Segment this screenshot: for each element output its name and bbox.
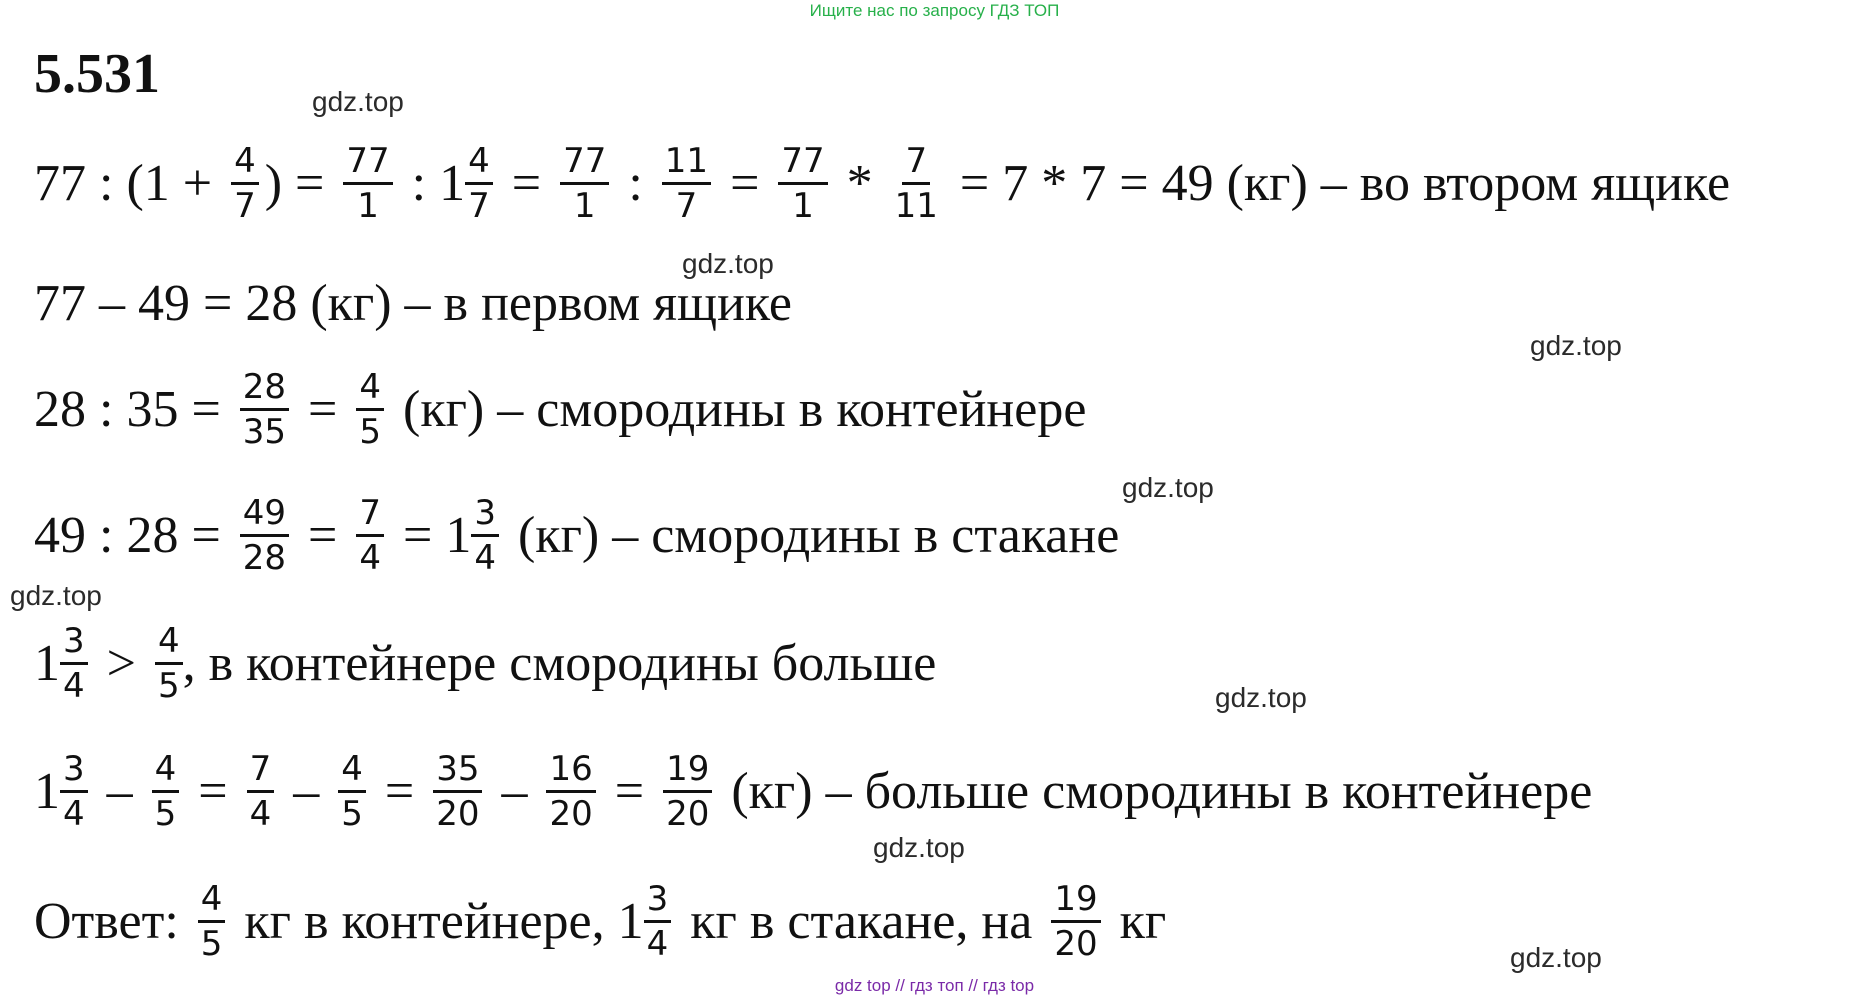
numerator: 77 [778, 142, 827, 185]
fraction [644, 880, 672, 964]
solution-line-2 [34, 275, 792, 332]
fraction [892, 142, 941, 226]
expr-text: 77 : (1 + [34, 155, 226, 213]
expr-text: ) = [264, 155, 338, 213]
numerator: 4 [155, 622, 183, 665]
numerator: 28 [240, 368, 289, 411]
fraction [546, 750, 595, 834]
fraction [155, 622, 183, 706]
numerator: 77 [560, 142, 609, 185]
fraction [662, 142, 711, 226]
denominator: 4 [63, 794, 85, 835]
denominator: 4 [359, 538, 382, 579]
fraction [356, 368, 384, 452]
denominator: 5 [341, 794, 363, 835]
expr-text: = [371, 763, 428, 821]
expr-text: кг [1106, 893, 1167, 951]
expr-text: : [615, 155, 656, 213]
solution-line-6 [34, 750, 1592, 834]
expr-text: кг в контейнере, 1 [231, 893, 644, 951]
expr-text: – [93, 763, 146, 821]
denominator: 5 [154, 794, 177, 835]
expr-text: = [295, 507, 351, 565]
watermark: gdz.top [1530, 330, 1622, 361]
expr-text: кг в стакане, на [677, 893, 1046, 951]
expr-text: = [295, 381, 351, 439]
solution-line-4 [34, 494, 1119, 578]
expr-text: 77 – 49 = 28 (кг) – в первом ящике [34, 275, 792, 332]
expr-text: , в контейнере смородины больше [182, 635, 937, 693]
expr-text: > [93, 635, 149, 693]
numerator: 4 [338, 750, 366, 793]
fraction [60, 622, 88, 706]
fraction [471, 494, 499, 578]
fraction [433, 750, 482, 834]
denominator: 5 [359, 412, 382, 453]
watermark: gdz.top [682, 248, 774, 279]
expr-text: 49 : 28 = [34, 507, 234, 565]
watermark: gdz.top [1510, 942, 1602, 973]
fraction [240, 368, 289, 452]
fraction [198, 880, 226, 964]
numerator: 35 [433, 750, 482, 793]
expr-text: = [185, 763, 241, 821]
expr-text: Ответ: [34, 893, 192, 951]
watermark: gdz.top [312, 86, 404, 117]
denominator: 1 [357, 186, 379, 227]
fraction [338, 750, 366, 834]
numerator: 19 [1051, 880, 1100, 923]
fraction [663, 750, 712, 834]
numerator: 4 [152, 750, 180, 793]
watermark: gdz.top [1215, 682, 1307, 713]
numerator: 3 [644, 880, 672, 923]
fraction [60, 750, 88, 834]
numerator: 7 [356, 494, 384, 537]
denominator: 5 [157, 666, 180, 707]
denominator: 35 [242, 412, 287, 453]
numerator: 7 [902, 142, 930, 185]
denominator: 20 [666, 794, 710, 835]
expr-text: = [717, 155, 773, 213]
numerator: 77 [343, 142, 392, 185]
denominator: 5 [200, 924, 223, 965]
fraction [247, 750, 275, 834]
fraction [465, 142, 493, 226]
expr-text: 1 [34, 635, 60, 693]
denominator: 7 [234, 186, 256, 227]
fraction [560, 142, 609, 226]
expr-text: – [488, 763, 541, 821]
answer-line [34, 880, 1166, 964]
denominator: 4 [63, 666, 85, 707]
denominator: 28 [242, 538, 287, 579]
numerator: 3 [471, 494, 499, 537]
numerator: 3 [60, 750, 88, 793]
fraction [152, 750, 180, 834]
fraction [240, 494, 289, 578]
expr-text: = [601, 763, 658, 821]
denominator: 20 [549, 794, 593, 835]
denominator: 20 [436, 794, 480, 835]
denominator: 1 [573, 186, 596, 227]
numerator: 4 [465, 142, 493, 185]
numerator: 16 [546, 750, 595, 793]
watermark: gdz.top [10, 580, 102, 611]
expr-text: (кг) – смородины в стакане [504, 507, 1120, 565]
numerator: 4 [356, 368, 384, 411]
fraction [1051, 880, 1100, 964]
expr-text: = 1 [390, 507, 472, 565]
expr-text: * [833, 155, 886, 213]
denominator: 4 [474, 538, 496, 579]
denominator: 7 [675, 186, 698, 227]
expr-text: (кг) – смородины в контейнере [390, 381, 1087, 439]
expr-text: 28 : 35 = [34, 381, 234, 439]
numerator: 4 [198, 880, 226, 923]
numerator: 19 [663, 750, 712, 793]
numerator: 49 [240, 494, 289, 537]
expr-text: : 1 [398, 155, 466, 213]
denominator: 11 [894, 186, 938, 227]
footer-links: gdz top // гдз топ // гдз top [834, 976, 1035, 995]
solution-line-1 [34, 142, 1730, 226]
expr-text: (кг) – больше смородины в контейнере [718, 763, 1593, 821]
numerator: 4 [231, 142, 259, 185]
solution-line-5 [34, 622, 936, 706]
fraction [343, 142, 392, 226]
numerator: 11 [662, 142, 711, 185]
fraction [778, 142, 827, 226]
numerator: 7 [247, 750, 275, 793]
expr-text: – [280, 763, 333, 821]
expr-text: = [498, 155, 555, 213]
denominator: 7 [468, 186, 490, 227]
denominator: 4 [646, 924, 669, 965]
task-number: 5.531 [34, 43, 160, 105]
watermark: gdz.top [873, 832, 965, 863]
denominator: 1 [792, 186, 814, 227]
expr-text: 1 [34, 763, 60, 821]
denominator: 4 [249, 794, 272, 835]
watermark: gdz.top [1122, 472, 1214, 503]
expr-text: = 7 * 7 = 49 (кг) – во втором ящике [946, 155, 1731, 213]
denominator: 20 [1054, 924, 1098, 965]
numerator: 3 [60, 622, 88, 665]
fraction [231, 142, 259, 226]
fraction [356, 494, 384, 578]
top-banner: Ищите нас по запросу ГДЗ ТОП [809, 1, 1060, 20]
solution-line-3 [34, 368, 1086, 452]
